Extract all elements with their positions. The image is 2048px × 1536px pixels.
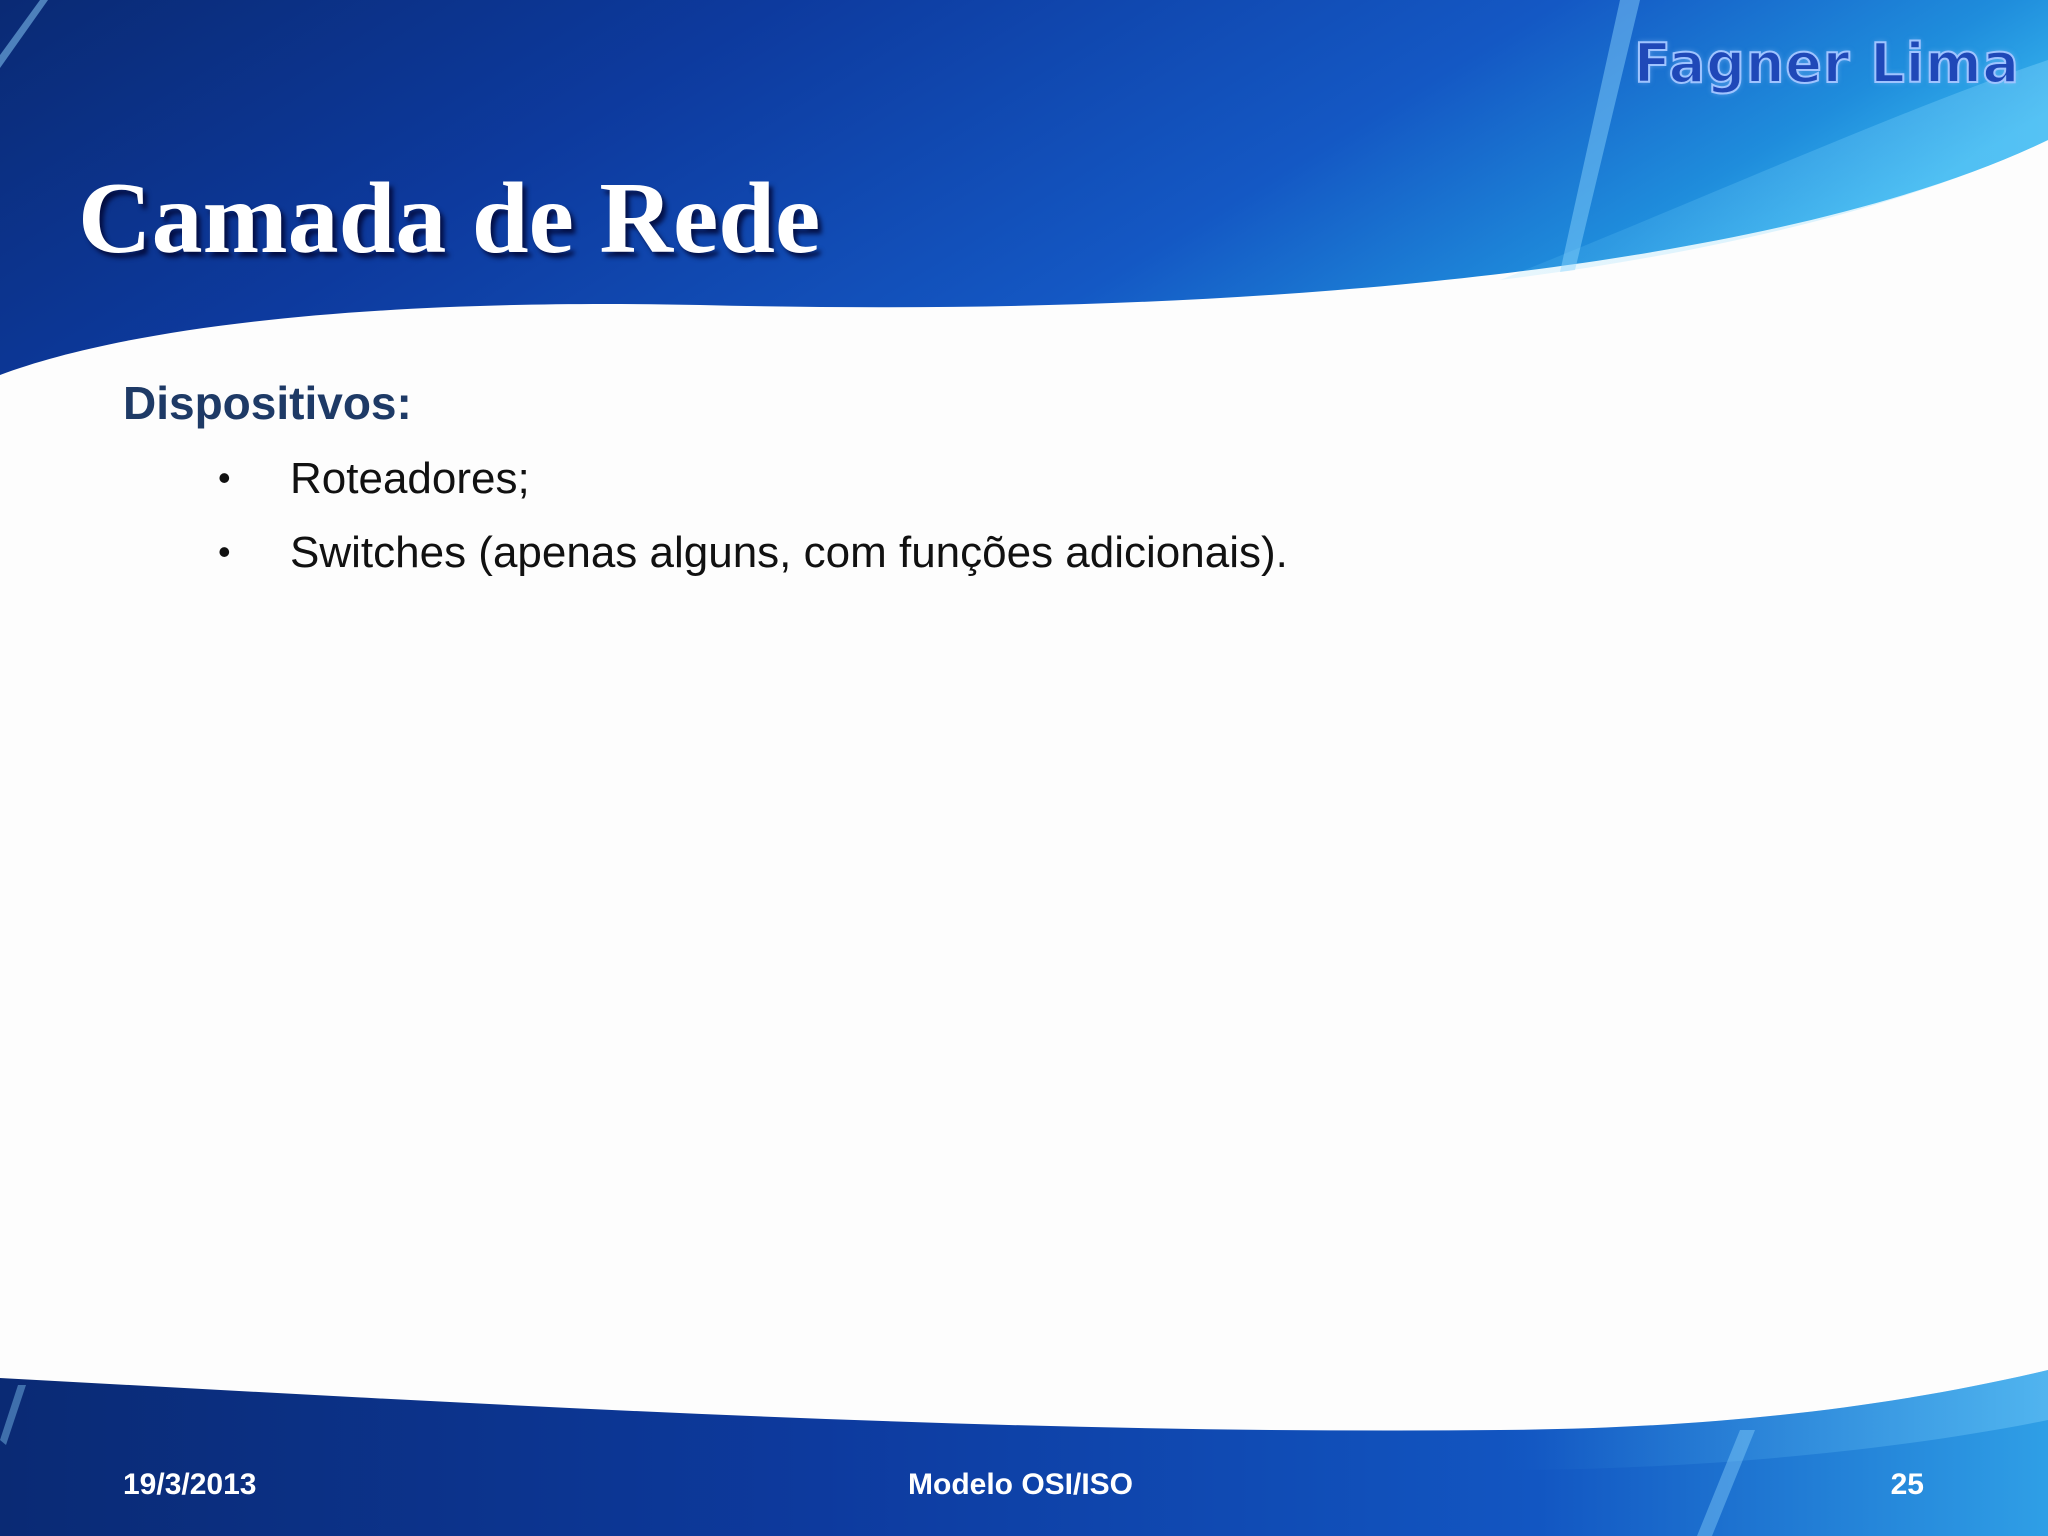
bullet-item <box>218 528 1288 602</box>
bullet-item <box>218 454 1288 528</box>
page-number: 25 <box>1890 1468 1924 1501</box>
section-heading: Dispositivos: <box>123 377 412 429</box>
bullet-text: Roteadores; <box>290 454 530 503</box>
footer-title: Modelo OSI/ISO <box>908 1468 1134 1501</box>
footer-date: 19/3/2013 <box>123 1468 257 1501</box>
bullet-dot-icon: • <box>218 531 231 572</box>
bullet-text: Switches (apenas alguns, com funções adicionais). <box>290 528 1288 577</box>
author-logo: Fagner Lima <box>1634 32 2020 95</box>
slide-title: Camada de Rede <box>78 162 821 275</box>
bullet-dot-icon: • <box>218 457 231 498</box>
bullet-list <box>218 454 1288 602</box>
